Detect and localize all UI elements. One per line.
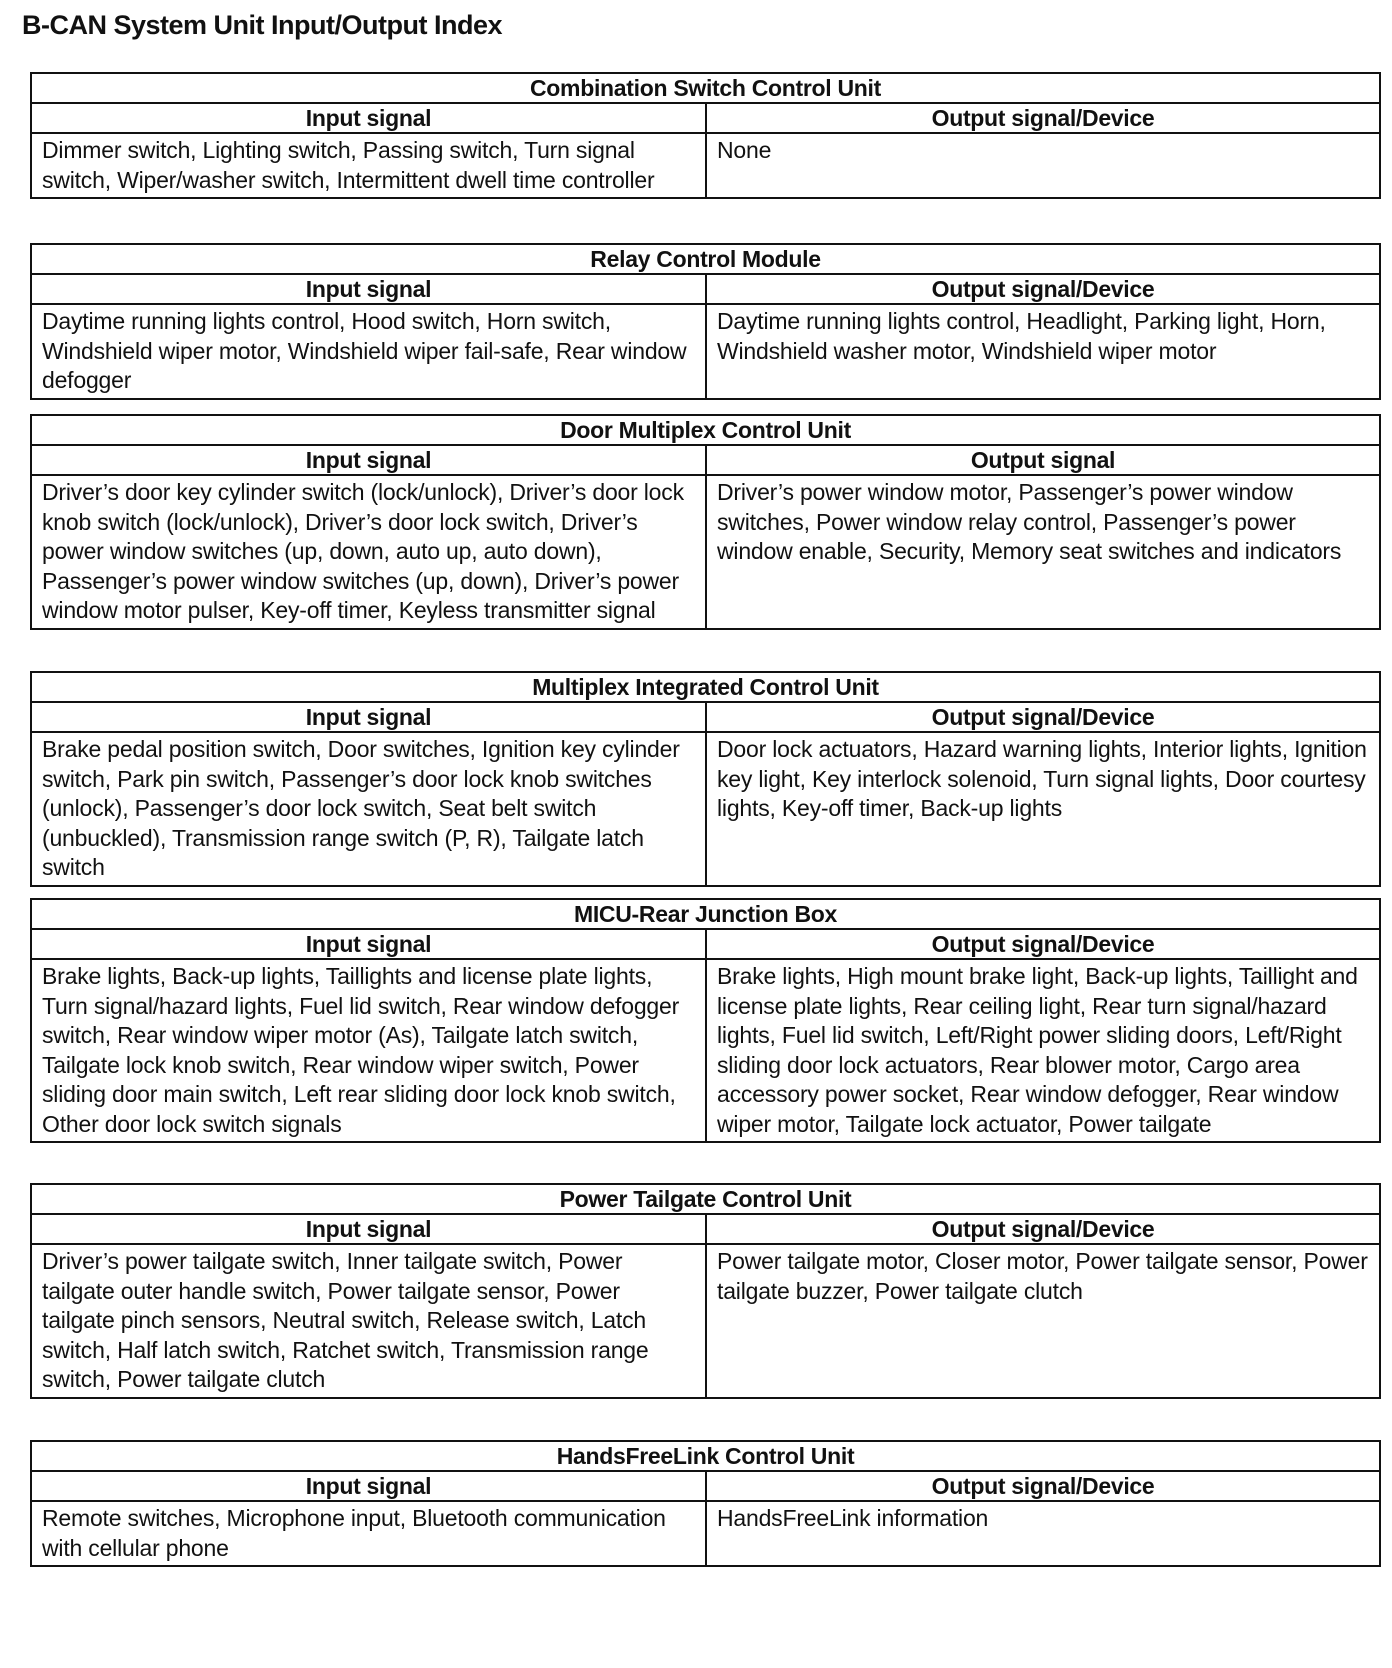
unit-title: Relay Control Module <box>31 244 1380 274</box>
unit-title: MICU-Rear Junction Box <box>31 899 1380 929</box>
output-signals: Driver’s power window motor, Passenger’s power window switches, Power window relay control, Passenger’s power window enable, Security, Memory seat switches and indicators <box>706 475 1380 629</box>
unit-table-combination-switch <box>30 72 1381 199</box>
input-header: Input signal <box>31 929 706 959</box>
input-header: Input signal <box>31 274 706 304</box>
input-signals: Dimmer switch, Lighting switch, Passing switch, Turn signal switch, Wiper/washer switch, Intermittent dwell time controller <box>31 133 706 198</box>
unit-table-door-multiplex <box>30 414 1381 630</box>
input-header: Input signal <box>31 445 706 475</box>
output-signals: Brake lights, High mount brake light, Back-up lights, Taillight and license plate lights, Rear ceiling light, Rear turn signal/hazard lights, Fuel lid switch, Left/Right power sliding doors, Left/Right sliding door lock actuators, Rear blower motor, Cargo area accessory power socket, Rear window defogger, Rear window wiper motor, Tailgate lock actuator, Power tailgate <box>706 959 1380 1142</box>
unit-title: Power Tailgate Control Unit <box>31 1184 1380 1214</box>
output-header: Output signal/Device <box>706 274 1380 304</box>
input-header: Input signal <box>31 702 706 732</box>
unit-title: Door Multiplex Control Unit <box>31 415 1380 445</box>
unit-title: Combination Switch Control Unit <box>31 73 1380 103</box>
output-signals: Daytime running lights control, Headlight, Parking light, Horn, Windshield washer motor, Windshield wiper motor <box>706 304 1380 399</box>
input-header: Input signal <box>31 1471 706 1501</box>
unit-title: HandsFreeLink Control Unit <box>31 1441 1380 1471</box>
input-header: Input signal <box>31 103 706 133</box>
input-signals: Driver’s door key cylinder switch (lock/unlock), Driver’s door lock knob switch (lock/unlock), Driver’s door lock switch, Driver’s power window switches (up, down, auto up, auto down), Passenger’s power window switches (up, down), Driver’s power window motor pulser, Key-off timer, Keyless transmitter signal <box>31 475 706 629</box>
page-title: B-CAN System Unit Input/Output Index <box>22 10 502 40</box>
output-signals: HandsFreeLink information <box>706 1501 1380 1566</box>
input-header: Input signal <box>31 1214 706 1244</box>
input-signals: Driver’s power tailgate switch, Inner tailgate switch, Power tailgate outer handle switch, Power tailgate sensor, Power tailgate pinch sensors, Neutral switch, Release switch, Latch switch, Half latch switch, Ratchet switch, Transmission range switch, Power tailgate clutch <box>31 1244 706 1398</box>
output-header: Output signal <box>706 445 1380 475</box>
unit-table-power-tailgate <box>30 1183 1381 1399</box>
unit-table-handsfreelink <box>30 1440 1381 1567</box>
output-signals: Power tailgate motor, Closer motor, Power tailgate sensor, Power tailgate buzzer, Power tailgate clutch <box>706 1244 1380 1398</box>
unit-title: Multiplex Integrated Control Unit <box>31 672 1380 702</box>
input-signals: Remote switches, Microphone input, Bluetooth communication with cellular phone <box>31 1501 706 1566</box>
output-header: Output signal/Device <box>706 929 1380 959</box>
input-signals: Daytime running lights control, Hood switch, Horn switch, Windshield wiper motor, Windshield wiper fail-safe, Rear window defogger <box>31 304 706 399</box>
unit-table-relay-control <box>30 243 1381 400</box>
output-header: Output signal/Device <box>706 1471 1380 1501</box>
output-signals: Door lock actuators, Hazard warning lights, Interior lights, Ignition key light, Key interlock solenoid, Turn signal lights, Door courtesy lights, Key-off timer, Back-up lights <box>706 732 1380 886</box>
output-header: Output signal/Device <box>706 702 1380 732</box>
input-signals: Brake lights, Back-up lights, Taillights and license plate lights, Turn signal/hazard lights, Fuel lid switch, Rear window defogger switch, Rear window wiper motor (As), Tailgate latch switch, Tailgate lock knob switch, Rear window wiper switch, Power sliding door main switch, Left rear sliding door lock knob switch, Other door lock switch signals <box>31 959 706 1142</box>
output-header: Output signal/Device <box>706 103 1380 133</box>
unit-table-multiplex-integrated <box>30 671 1381 887</box>
unit-table-micu-rear-junction <box>30 898 1381 1143</box>
output-header: Output signal/Device <box>706 1214 1380 1244</box>
output-signals: None <box>706 133 1380 198</box>
input-signals: Brake pedal position switch, Door switches, Ignition key cylinder switch, Park pin switch, Passenger’s door lock knob switches (unlock), Passenger’s door lock switch, Seat belt switch (unbuckled), Transmission range switch (P, R), Tailgate latch switch <box>31 732 706 886</box>
